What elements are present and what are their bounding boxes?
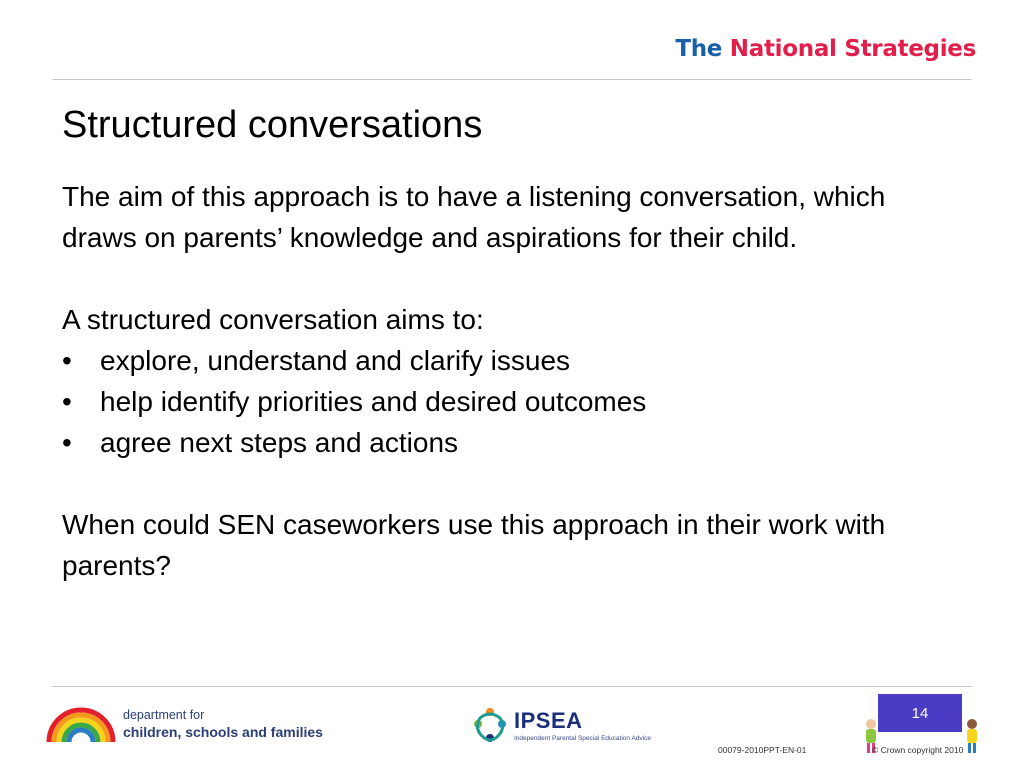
brand-national-strategies: National Strategies — [729, 36, 976, 62]
question-paragraph: When could SEN caseworkers use this approach in their work with parents? — [62, 509, 886, 581]
footer-divider — [52, 686, 972, 687]
intro-paragraph: The aim of this approach is to have a listening conversation, which draws on parents’ knowledge and aspirations for their child. — [62, 181, 886, 253]
list-item — [62, 422, 962, 463]
national-strategies-logo — [675, 36, 976, 62]
page-number: 14 — [878, 694, 962, 732]
header-divider — [52, 79, 972, 80]
dcsf-line2: children, schools and families — [123, 724, 323, 740]
list-item-text: explore, understand and clarify issues — [100, 345, 571, 376]
list-item — [62, 381, 962, 422]
list-item — [62, 340, 962, 381]
ipsea-name: IPSEA — [514, 708, 583, 733]
ipsea-logo — [470, 706, 670, 746]
document-code: 00079-2010PPT-EN-01 — [718, 745, 807, 755]
dcsf-logo — [46, 706, 326, 746]
bullet-icon: • — [62, 345, 72, 376]
copyright-notice: © Crown copyright 2010 — [872, 745, 964, 755]
slide-title: Structured conversations — [62, 104, 483, 146]
list-lead: A structured conversation aims to: — [62, 304, 484, 335]
bullet-icon: • — [62, 427, 72, 458]
brand-the: The — [675, 36, 723, 62]
list-item-text: help identify priorities and desired outcomes — [100, 386, 647, 417]
ipsea-subtitle: Independent Parental Special Education Advice — [514, 735, 651, 742]
aims-list — [62, 340, 962, 463]
dcsf-line1: department for — [123, 708, 205, 722]
rainbow-logo-icon — [46, 706, 116, 744]
footer — [0, 690, 1024, 768]
slide-body — [62, 176, 962, 586]
list-item-text: agree next steps and actions — [100, 427, 459, 458]
ipsea-people-logo-icon — [470, 706, 510, 746]
bullet-icon: • — [62, 386, 72, 417]
